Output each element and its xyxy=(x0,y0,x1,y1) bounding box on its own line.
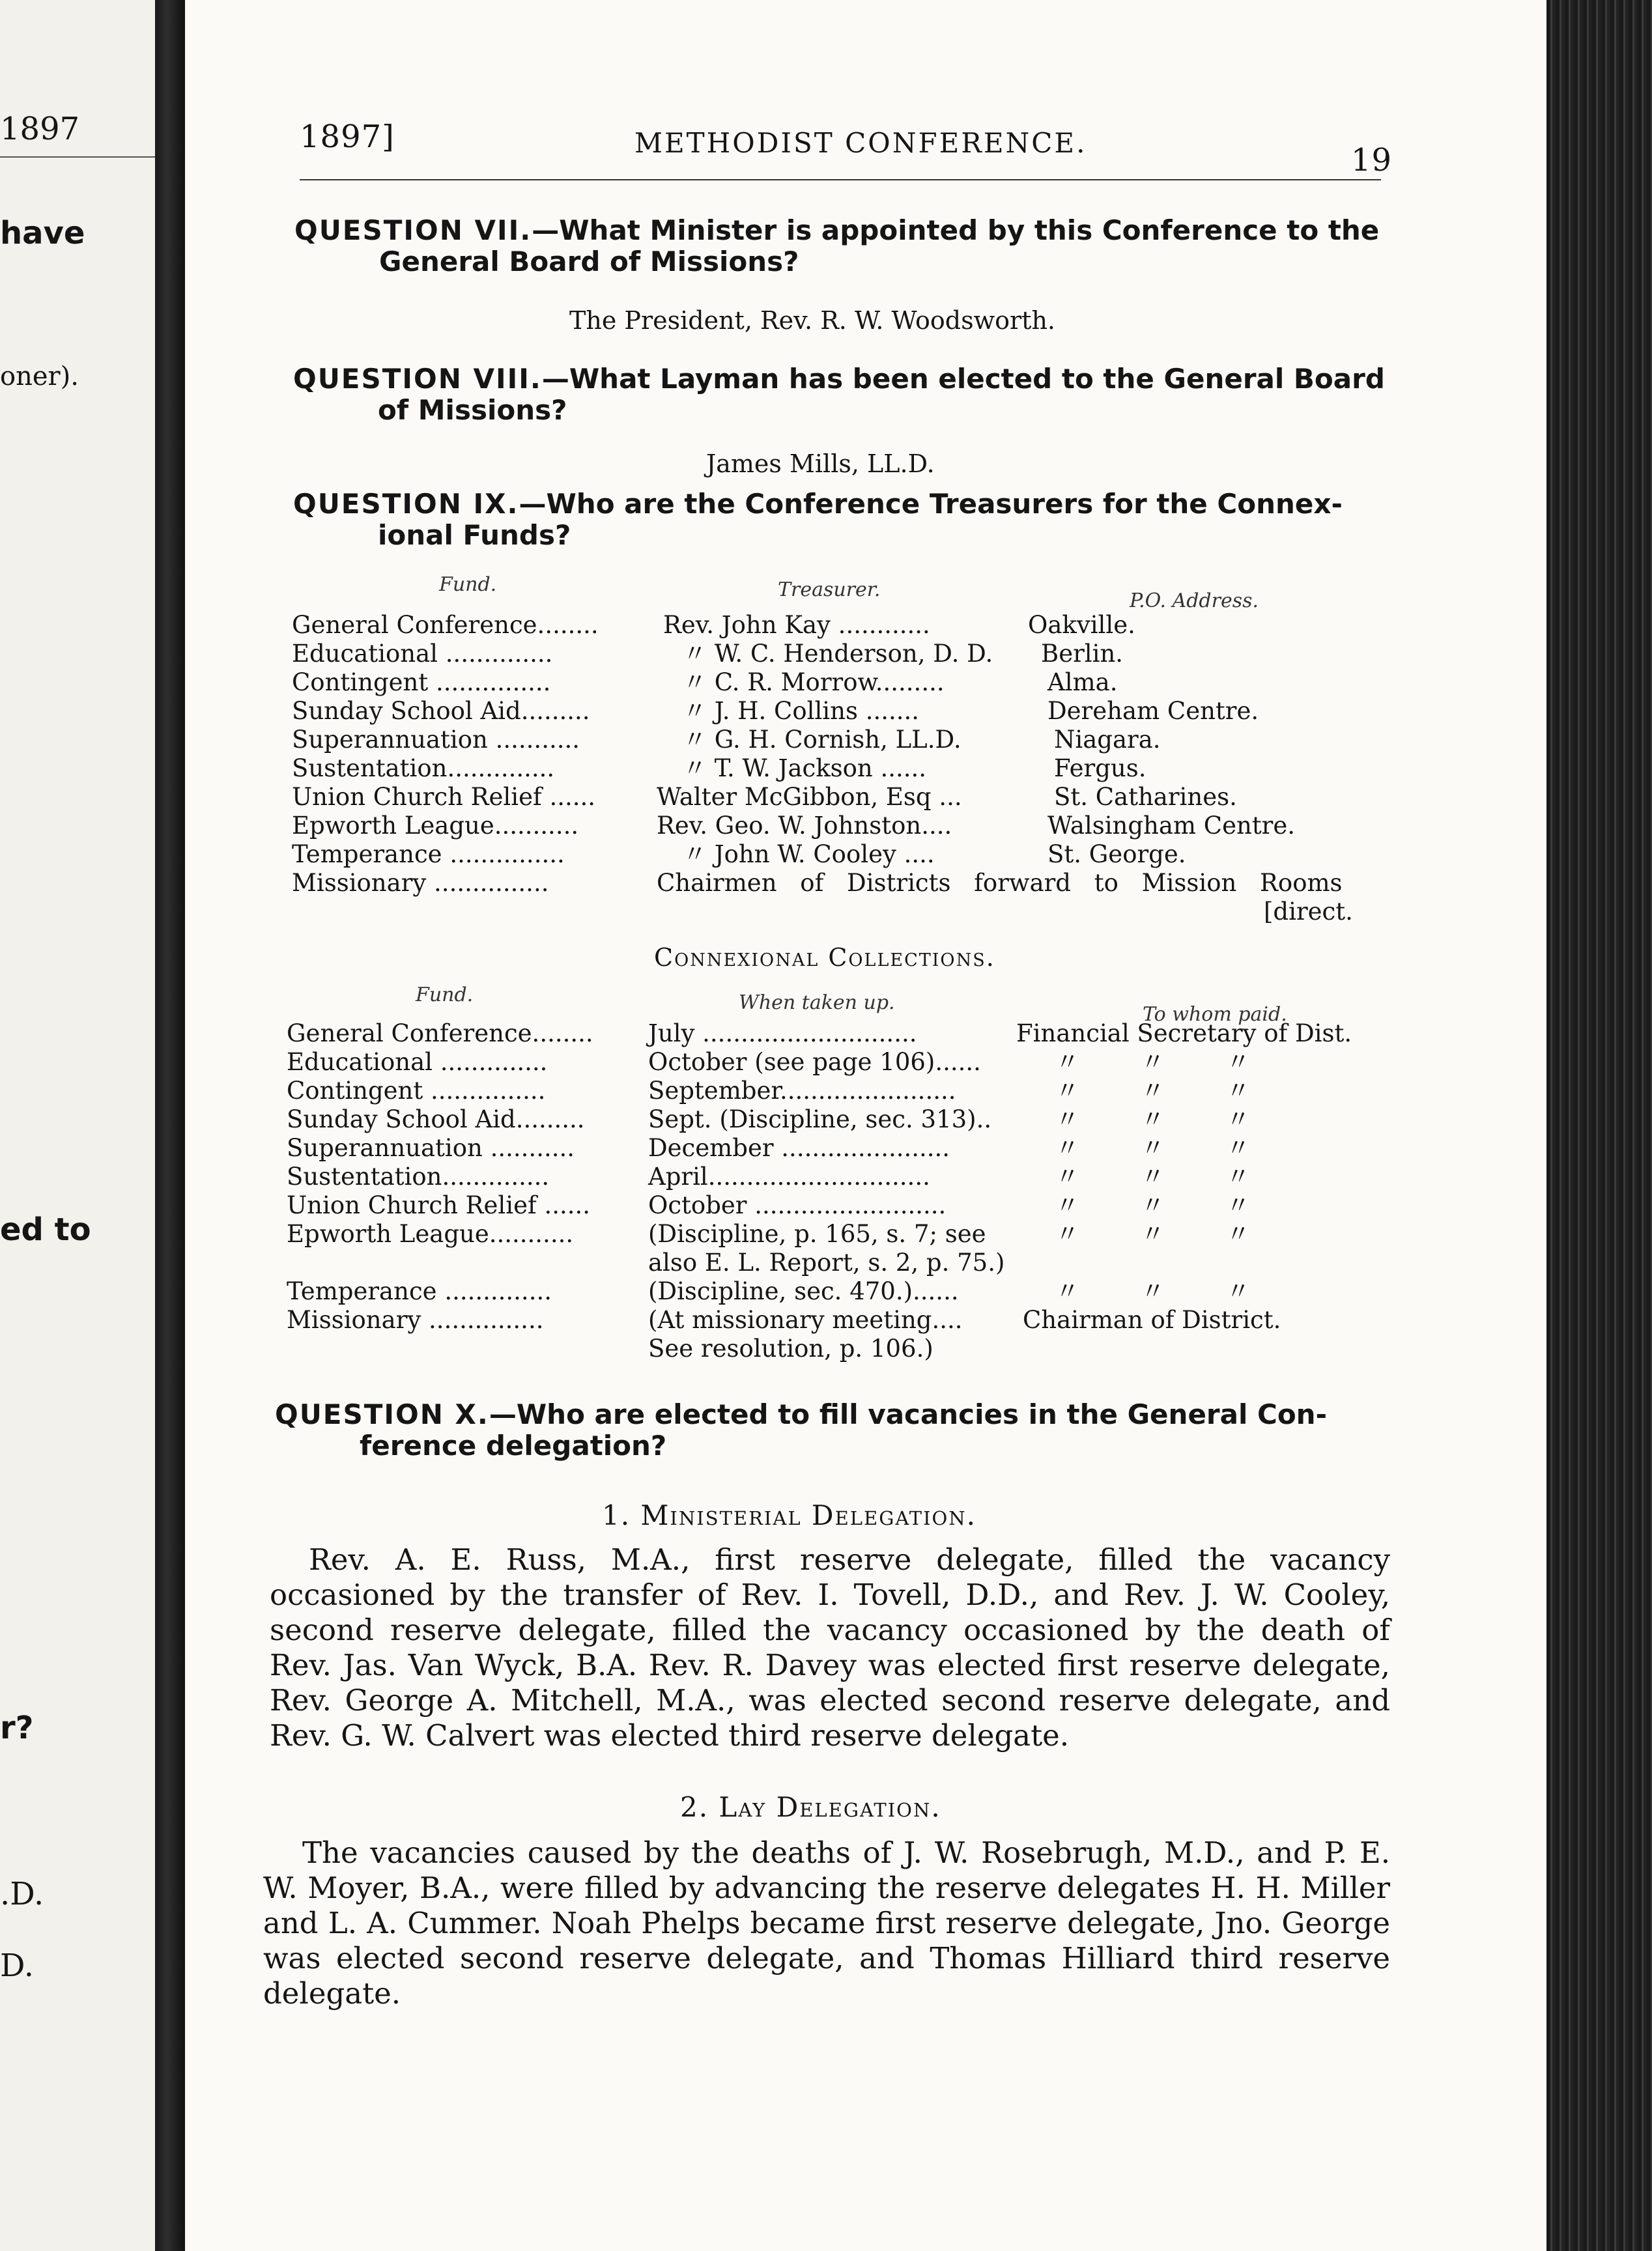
question-9-text: —Who are the Conference Treasurers for the Connex- xyxy=(519,488,1343,520)
treasurers-column-address: P.O. Address. xyxy=(1130,589,1259,612)
treasurer-name: Walter McGibbon, Esq ... xyxy=(657,783,962,811)
question-8-number: QUESTION VIII. xyxy=(293,363,542,395)
to-whom-paid: 〃 〃 〃 xyxy=(1055,1077,1251,1105)
question-8 xyxy=(293,363,1388,426)
lay-delegation-title: 2. Lay Delegation. xyxy=(680,1791,941,1823)
to-whom-paid: 〃 〃 〃 xyxy=(1055,1105,1251,1133)
treasurers-table xyxy=(292,611,1451,911)
fund-name: Temperance ............... xyxy=(292,840,565,868)
treasurer-name: 〃 T. W. Jackson ...... xyxy=(683,754,927,782)
treasurer-name: 〃 G. H. Cornish, LL.D. xyxy=(683,726,961,754)
missionary-continuation: [direct. xyxy=(1264,898,1353,926)
when-taken: July ............................ xyxy=(648,1019,917,1047)
question-7 xyxy=(294,215,1389,277)
po-address: Oakville. xyxy=(1028,611,1135,639)
po-address: Dereham Centre. xyxy=(1047,697,1259,725)
treasurer-name: 〃 John W. Cooley .... xyxy=(683,840,935,868)
question-8-answer: James Mills, LL.D. xyxy=(706,449,935,478)
left-page-fragment-6: D. xyxy=(0,1947,35,1984)
question-10-text: —Who are elected to fill vacancies in the General Con- xyxy=(489,1398,1328,1430)
fund-name: Superannuation ........... xyxy=(287,1134,575,1162)
left-page-rule xyxy=(0,156,155,158)
treasurers-column-treasurer: Treasurer. xyxy=(778,578,881,601)
left-page-fragment-2: oner). xyxy=(0,361,79,391)
ministerial-delegation-title: 1. Ministerial Delegation. xyxy=(602,1499,977,1531)
when-taken: December ...................... xyxy=(648,1134,950,1162)
when-taken: See resolution, p. 106.) xyxy=(648,1335,933,1363)
when-taken: October (see page 106)...... xyxy=(648,1048,981,1076)
when-taken: (At missionary meeting.... xyxy=(648,1306,963,1334)
fund-name: Superannuation ........... xyxy=(292,726,580,754)
main-page xyxy=(185,0,1546,2251)
fund-name: Missionary ............... xyxy=(287,1306,544,1334)
fund-name: Union Church Relief ...... xyxy=(292,783,596,811)
po-address: Fergus. xyxy=(1054,754,1146,782)
question-7-number: QUESTION VII. xyxy=(294,214,532,246)
fund-name: Educational .............. xyxy=(292,640,553,668)
fund-name: Union Church Relief ...... xyxy=(287,1191,591,1219)
fund-name: Epworth League........... xyxy=(287,1220,574,1248)
left-page-fragment-1: have xyxy=(0,215,85,251)
collections-column-when: When taken up. xyxy=(739,991,895,1014)
fund-name: General Conference........ xyxy=(292,611,599,639)
question-8-text: —What Layman has been elected to the General Board xyxy=(541,363,1385,395)
to-whom-paid: Financial Secretary of Dist. xyxy=(1016,1019,1352,1047)
question-7-text: —What Minister is appointed by this Conference to the xyxy=(532,214,1380,246)
question-7-continuation: General Board of Missions? xyxy=(379,246,799,277)
page-number: 19 xyxy=(1351,142,1393,178)
fund-name: General Conference........ xyxy=(287,1019,593,1047)
when-taken: also E. L. Report, s. 2, p. 75.) xyxy=(648,1249,1005,1277)
when-taken: (Discipline, sec. 470.)...... xyxy=(648,1277,959,1305)
when-taken: Sept. (Discipline, sec. 313).. xyxy=(648,1105,992,1133)
po-address: St. Catharines. xyxy=(1054,783,1237,811)
fund-name: Sustentation.............. xyxy=(292,754,555,782)
to-whom-paid: 〃 〃 〃 xyxy=(1055,1220,1251,1248)
fund-name: Epworth League........... xyxy=(292,812,579,840)
treasurers-column-fund: Fund. xyxy=(439,573,497,596)
when-taken: April............................. xyxy=(648,1163,930,1191)
lay-delegation-text: The vacancies caused by the deaths of J. W. Rosebrugh, M.D., and P. E. W. Moyer, B.A., were filled by advancing the reserve delegates H. H. Miller and L. A. Cummer. Noah Phelps became first reserve delegate, Jno. George was elected second reserve delegate, and Thomas Hilliard third reserve delegate. xyxy=(263,1835,1390,2011)
collections-column-whom: To whom paid. xyxy=(1143,1003,1287,1026)
to-whom-paid: 〃 〃 〃 xyxy=(1055,1134,1251,1162)
to-whom-paid: Chairman of District. xyxy=(1023,1306,1281,1334)
fund-name: Sunday School Aid......... xyxy=(287,1105,585,1133)
question-10-continuation: ference delegation? xyxy=(360,1430,667,1462)
collections-column-fund: Fund. xyxy=(416,984,474,1006)
when-taken: October ......................... xyxy=(648,1191,947,1219)
to-whom-paid: 〃 〃 〃 xyxy=(1055,1163,1251,1191)
treasurer-name: 〃 J. H. Collins ....... xyxy=(683,697,920,725)
question-10-number: QUESTION X. xyxy=(275,1398,489,1430)
page-stack-edge xyxy=(1546,0,1652,2251)
fund-name: Educational .............. xyxy=(287,1048,548,1076)
header-rule xyxy=(300,179,1381,180)
left-page-fragment-4: r? xyxy=(0,1710,34,1746)
po-address: Walsingham Centre. xyxy=(1047,812,1296,840)
header-year: 1897] xyxy=(300,119,395,155)
to-whom-paid: 〃 〃 〃 xyxy=(1055,1191,1251,1219)
po-address: Niagara. xyxy=(1054,726,1161,754)
fund-name: Contingent ............... xyxy=(292,668,551,696)
fund-name: Missionary ............... xyxy=(292,869,549,897)
to-whom-paid: 〃 〃 〃 xyxy=(1055,1277,1251,1305)
treasurer-name: 〃 C. R. Morrow......... xyxy=(683,668,945,696)
question-9-continuation: ional Funds? xyxy=(378,519,571,551)
question-9 xyxy=(293,488,1388,551)
collections-table xyxy=(287,1019,1459,1371)
fund-name: Contingent ............... xyxy=(287,1077,546,1105)
ministerial-delegation-text: Rev. A. E. Russ, M.A., first reserve delegate, filled the vacancy occasioned by the transfer of Rev. I. Tovell, D.D., and Rev. J. W. Cooley, second reserve delegate, filled the vacancy occasioned by the death of Rev. Jas. Van Wyck, B.A. Rev. R. Davey was elected first reserve delegate, Rev. George A. Mitchell, M.A., was elected second reserve delegate, and Rev. G. W. Calvert was elected third reserve delegate. xyxy=(270,1542,1390,1753)
fund-name: Sunday School Aid......... xyxy=(292,697,590,725)
treasurer-name: Rev. John Kay ............ xyxy=(663,611,930,639)
book-gutter xyxy=(155,0,185,2251)
fund-name: Temperance .............. xyxy=(287,1277,552,1305)
fund-name: Sustentation.............. xyxy=(287,1163,550,1191)
left-page-fragment-5: .D. xyxy=(0,1876,44,1912)
po-address: St. George. xyxy=(1047,840,1186,868)
left-page-fragment-3: ed to xyxy=(0,1211,91,1248)
treasurer-name: Chairmen of Districts forward to Mission Rooms xyxy=(657,869,1343,897)
po-address: Alma. xyxy=(1047,668,1118,696)
question-7-answer: The President, Rev. R. W. Woodsworth. xyxy=(569,306,1055,335)
po-address: Berlin. xyxy=(1041,640,1124,668)
treasurer-name: Rev. Geo. W. Johnston.... xyxy=(657,812,952,840)
question-10 xyxy=(275,1399,1395,1462)
left-page-year: 1897 xyxy=(0,111,80,147)
question-8-continuation: of Missions? xyxy=(378,394,567,426)
left-facing-page xyxy=(0,0,155,2251)
collections-title: Connexional Collections. xyxy=(654,943,995,972)
treasurer-name: 〃 W. C. Henderson, D. D. xyxy=(683,640,993,668)
question-9-number: QUESTION IX. xyxy=(293,488,519,520)
when-taken: September....................... xyxy=(648,1077,956,1105)
to-whom-paid: 〃 〃 〃 xyxy=(1055,1048,1251,1076)
when-taken: (Discipline, p. 165, s. 7; see xyxy=(648,1220,986,1248)
running-title: METHODIST CONFERENCE. xyxy=(634,127,1087,159)
